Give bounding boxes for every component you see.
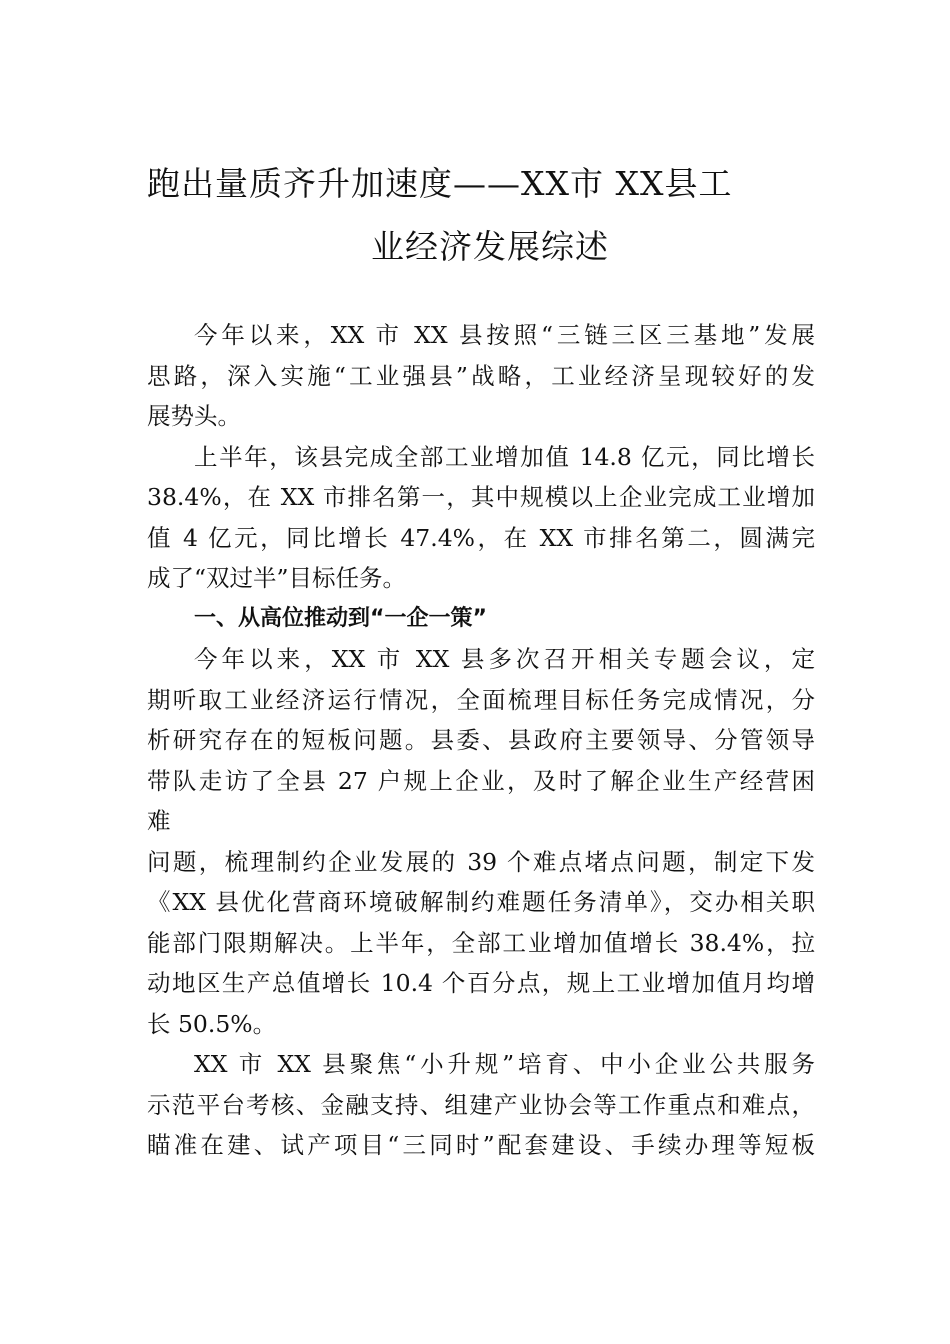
body-line: 上半年，该县完成全部工业增加值 14.8 亿元，同比增长 — [194, 442, 815, 471]
document-body — [147, 315, 815, 1166]
section-heading: 一、从高位推动到“一企一策” — [194, 605, 487, 631]
body-line: 《XX 县优化营商环境破解制约难题任务清单》，交办相关职 — [147, 888, 815, 916]
body-line: 能部门限期解决。上半年，全部工业增加值增长 38.4%，拉 — [147, 928, 815, 957]
body-line: 带队走访了全县 27 户规上企业，及时了解企业生产经营困 — [147, 766, 815, 795]
document-title-line-2: 业经济发展综述 — [371, 227, 609, 266]
body-line: 长 50.5%。 — [147, 1009, 277, 1038]
body-line: 38.4%，在 XX 市排名第一，其中规模以上企业完成工业增加 — [147, 483, 815, 511]
body-line: 值 4 亿元，同比增长 47.4%，在 XX 市排名第二，圆满完 — [147, 523, 815, 552]
document-title-line-1: 跑出量质齐升加速度——XX市 XX县工 — [147, 164, 733, 203]
body-line: 析研究存在的短板问题。县委、县政府主要领导、分管领导 — [147, 726, 815, 754]
body-line: 今年以来，XX 市 XX 县按照“三链三区三基地”发展 — [194, 321, 815, 349]
body-line: 期听取工业经济运行情况，全面梳理目标任务完成情况，分 — [147, 685, 815, 714]
body-line: 展势头。 — [147, 402, 241, 430]
body-line: 问题，梳理制约企业发展的 39 个难点堵点问题，制定下发 — [147, 847, 815, 876]
body-line: 瞄准在建、试产项目“三同时”配套建设、手续办理等短板 — [147, 1131, 815, 1159]
body-line: 成了“双过半”目标任务。 — [147, 564, 407, 592]
body-line: 示范平台考核、金融支持、组建产业协会等工作重点和难点， — [147, 1090, 815, 1119]
body-line: 难 — [147, 807, 171, 835]
body-line: 思路，深入实施“工业强县”战略，工业经济呈现较好的发 — [147, 361, 815, 390]
body-line: 动地区生产总值增长 10.4 个百分点，规上工业增加值月均增 — [147, 969, 815, 997]
body-line: 今年以来，XX 市 XX 县多次召开相关专题会议，定 — [194, 645, 815, 673]
body-line: XX 市 XX 县聚焦“小升规”培育、中小企业公共服务 — [194, 1050, 815, 1078]
